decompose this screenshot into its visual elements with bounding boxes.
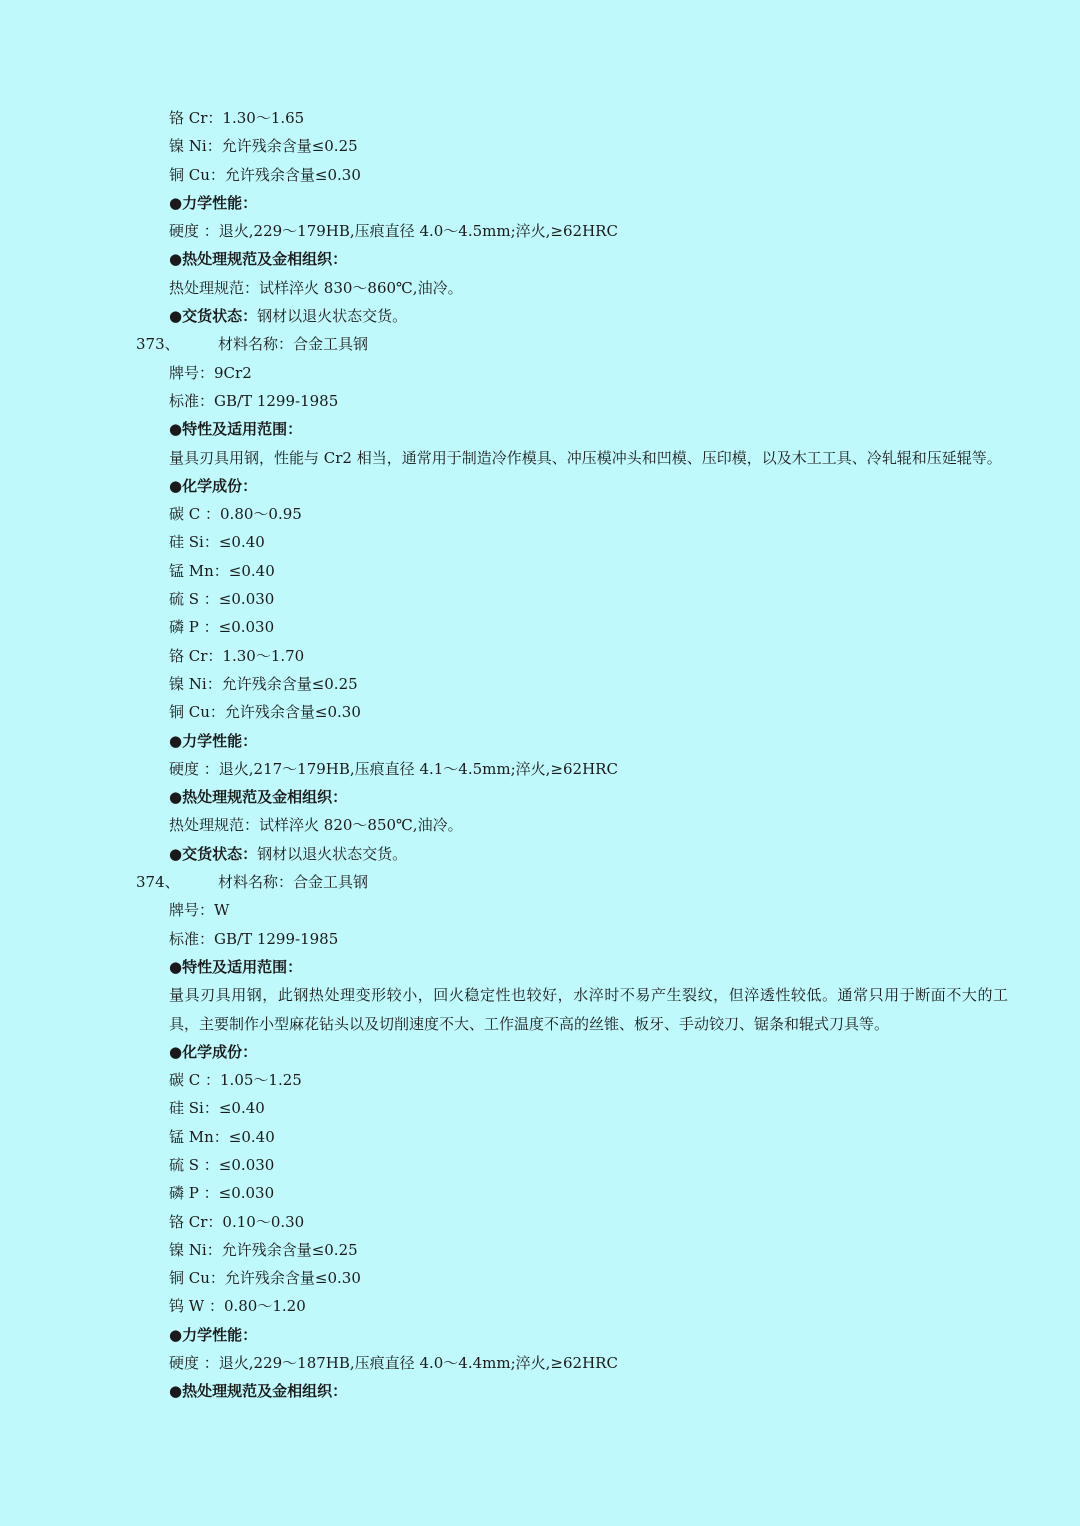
- text-line: 牌号：W: [169, 901, 230, 920]
- section-heading: ●化学成份：: [169, 476, 258, 495]
- text-line: 锰 Mn：≤0.40: [169, 561, 275, 580]
- section-heading: ●力学性能：: [169, 731, 258, 750]
- entry-number: 373、: [136, 335, 180, 354]
- text-line: 标准：GB/T 1299-1985: [169, 929, 339, 948]
- line-text: 钢材以退火状态交货。: [257, 844, 408, 863]
- text-line: 碳 C ：1.05～1.25: [169, 1071, 302, 1090]
- text-line: 硅 Si：≤0.40: [169, 1099, 265, 1118]
- delivery-status-line: [0, 302, 1080, 330]
- text-line: 铜 Cu：允许残余含量≤0.30: [169, 165, 361, 184]
- section-heading: ●热处理规范及金相组织：: [169, 250, 348, 269]
- text-line: 标准：GB/T 1299-1985: [169, 391, 339, 410]
- text-line: 牌号：9Cr2: [169, 363, 252, 382]
- text-line: 钨 W ：0.80～1.20: [169, 1297, 306, 1316]
- text-line: 磷 P ：≤0.030: [169, 618, 275, 637]
- text-line: 铜 Cu：允许残余含量≤0.30: [169, 1269, 361, 1288]
- text-line: 铬 Cr：1.30～1.65: [169, 109, 305, 127]
- text-line: 铬 Cr：0.10～0.30: [169, 1212, 305, 1231]
- text-line: 铬 Cr：1.30～1.70: [169, 646, 305, 665]
- entry-number: 374、: [136, 873, 180, 892]
- section-heading: ●力学性能：: [169, 1325, 258, 1344]
- text-line: 镍 Ni：允许残余含量≤0.25: [169, 137, 358, 156]
- text-line: 铜 Cu：允许残余含量≤0.30: [169, 703, 361, 722]
- material-entry: [0, 330, 1080, 358]
- text-line: 硅 Si：≤0.40: [169, 533, 265, 552]
- material-entry: [0, 868, 1080, 896]
- text-line: 碳 C ：0.80～0.95: [169, 505, 302, 524]
- section-heading: ●特性及适用范围：: [169, 957, 303, 976]
- section-heading: ●化学成份：: [169, 1042, 258, 1061]
- entry-title: 材料名称：合金工具钢: [218, 335, 369, 354]
- text-line: 硬度 ：退火,229～179HB,压痕直径 4.0～4.5mm;淬火,≥62HRC: [169, 222, 618, 241]
- paragraph: 量具刃具用钢，性能与 Cr2 相当，通常用于制造冷作模具、冲压模冲头和凹模、压印模，以及木工工具、冷轧辊和压延辊等。: [169, 448, 1002, 467]
- document-page: [0, 104, 1080, 1406]
- text-line: 硬度 ：退火,229～187HB,压痕直径 4.0～4.4mm;淬火,≥62HRC: [169, 1354, 618, 1373]
- delivery-status-line: [0, 840, 1080, 868]
- text-line: 磷 P ：≤0.030: [169, 1184, 275, 1203]
- paragraph: 量具刃具用钢，此钢热处理变形较小，回火稳定性也较好，水淬时不易产生裂纹，但淬透性较低。通常只用于断面不大的工具，主要制作小型麻花钻头以及切削速度不大、工作温度不高的丝锥、板牙、手动铰刀、锯条和辊式刀具等。: [169, 986, 1008, 1033]
- text-line: 硫 S ：≤0.030: [169, 1155, 275, 1174]
- text-line: 硬度 ：退火,217～179HB,压痕直径 4.1～4.5mm;淬火,≥62HRC: [169, 759, 618, 778]
- section-heading: ●特性及适用范围：: [169, 420, 303, 439]
- text-line: 热处理规范：试样淬火 820～850℃,油冷。: [169, 816, 463, 835]
- line-text: 钢材以退火状态交货。: [257, 307, 408, 326]
- section-heading: ●热处理规范及金相组织：: [169, 788, 348, 807]
- text-line: 锰 Mn：≤0.40: [169, 1127, 275, 1146]
- entry-title: 材料名称：合金工具钢: [218, 873, 369, 892]
- section-heading: ●热处理规范及金相组织：: [169, 1382, 348, 1401]
- text-line: 硫 S ：≤0.030: [169, 590, 275, 609]
- text-line: 热处理规范：试样淬火 830～860℃,油冷。: [169, 278, 463, 297]
- section-heading: ●交货状态：: [169, 307, 258, 326]
- section-heading: ●交货状态：: [169, 844, 258, 863]
- section-heading: ●力学性能：: [169, 193, 258, 212]
- text-line: 镍 Ni：允许残余含量≤0.25: [169, 1240, 358, 1259]
- text-line: 镍 Ni：允许残余含量≤0.25: [169, 674, 358, 693]
